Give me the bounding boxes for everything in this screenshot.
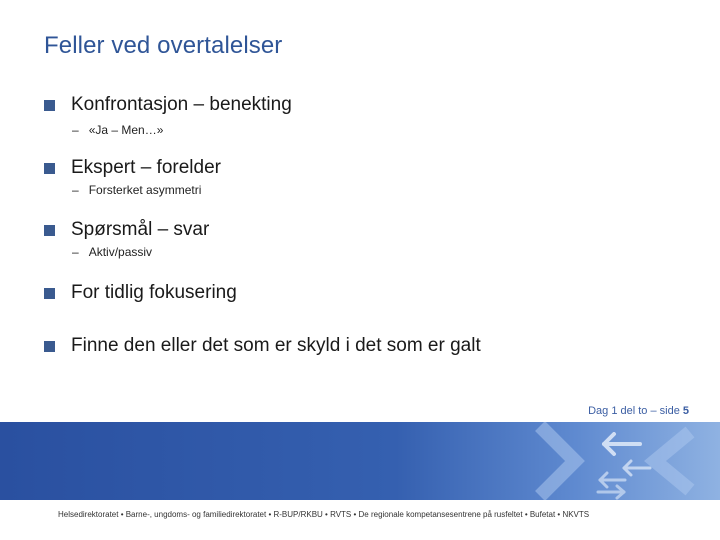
- bullet-text: For tidlig fokusering: [71, 282, 237, 303]
- bullet-item: [44, 279, 237, 307]
- sub-bullet-item: [72, 181, 201, 199]
- bullet-text: Finne den eller det som er skyld i det som er galt: [71, 335, 481, 356]
- footer-organisations: Helsedirektoratet • Barne-, ungdoms- og familiedirektoratet • R-BUP/RKBU • RVTS • De regionale kompetansesentrene på rusfeltet • Bufetat • NKVTS: [58, 510, 590, 519]
- arrow-left-icon: [624, 461, 650, 475]
- page-reference: [588, 405, 689, 417]
- sub-bullet-text: Forsterket asymmetri: [88, 183, 202, 197]
- sub-bullet-item: [72, 121, 163, 139]
- sub-bullet-item: [72, 243, 152, 261]
- bullet-item: [44, 154, 221, 182]
- sub-bullet-dash: –: [72, 183, 79, 197]
- footer-bar: [0, 500, 720, 540]
- sub-bullet-text: Aktiv/passiv: [88, 245, 153, 259]
- arrow-decoration: [0, 422, 720, 500]
- footer-banner: [0, 422, 720, 500]
- arrow-left-icon: [604, 434, 640, 454]
- bullet-item: [44, 216, 209, 244]
- square-bullet-icon: [44, 288, 55, 299]
- square-bullet-icon: [44, 163, 55, 174]
- square-bullet-icon: [44, 225, 55, 236]
- square-bullet-icon: [44, 100, 55, 111]
- arrow-right-icon: [598, 486, 624, 498]
- chevron-left-icon: [655, 432, 690, 490]
- slide-title: Feller ved overtalelser: [44, 32, 283, 59]
- bullet-text: Konfrontasjon – benekting: [71, 94, 292, 115]
- chevron-right-icon: [540, 426, 575, 496]
- sub-bullet-text: «Ja – Men…»: [88, 123, 164, 137]
- bullet-text: Spørsmål – svar: [71, 219, 210, 240]
- arrow-left-icon: [600, 473, 625, 487]
- page-number: 5: [682, 405, 689, 417]
- bullet-item: [44, 332, 481, 360]
- bullet-text: Ekspert – forelder: [71, 157, 221, 178]
- square-bullet-icon: [44, 341, 55, 352]
- sub-bullet-dash: –: [72, 123, 79, 137]
- bullet-item: [44, 91, 292, 119]
- sub-bullet-dash: –: [72, 245, 79, 259]
- page-reference-prefix: Dag 1 del to – side: [588, 405, 680, 417]
